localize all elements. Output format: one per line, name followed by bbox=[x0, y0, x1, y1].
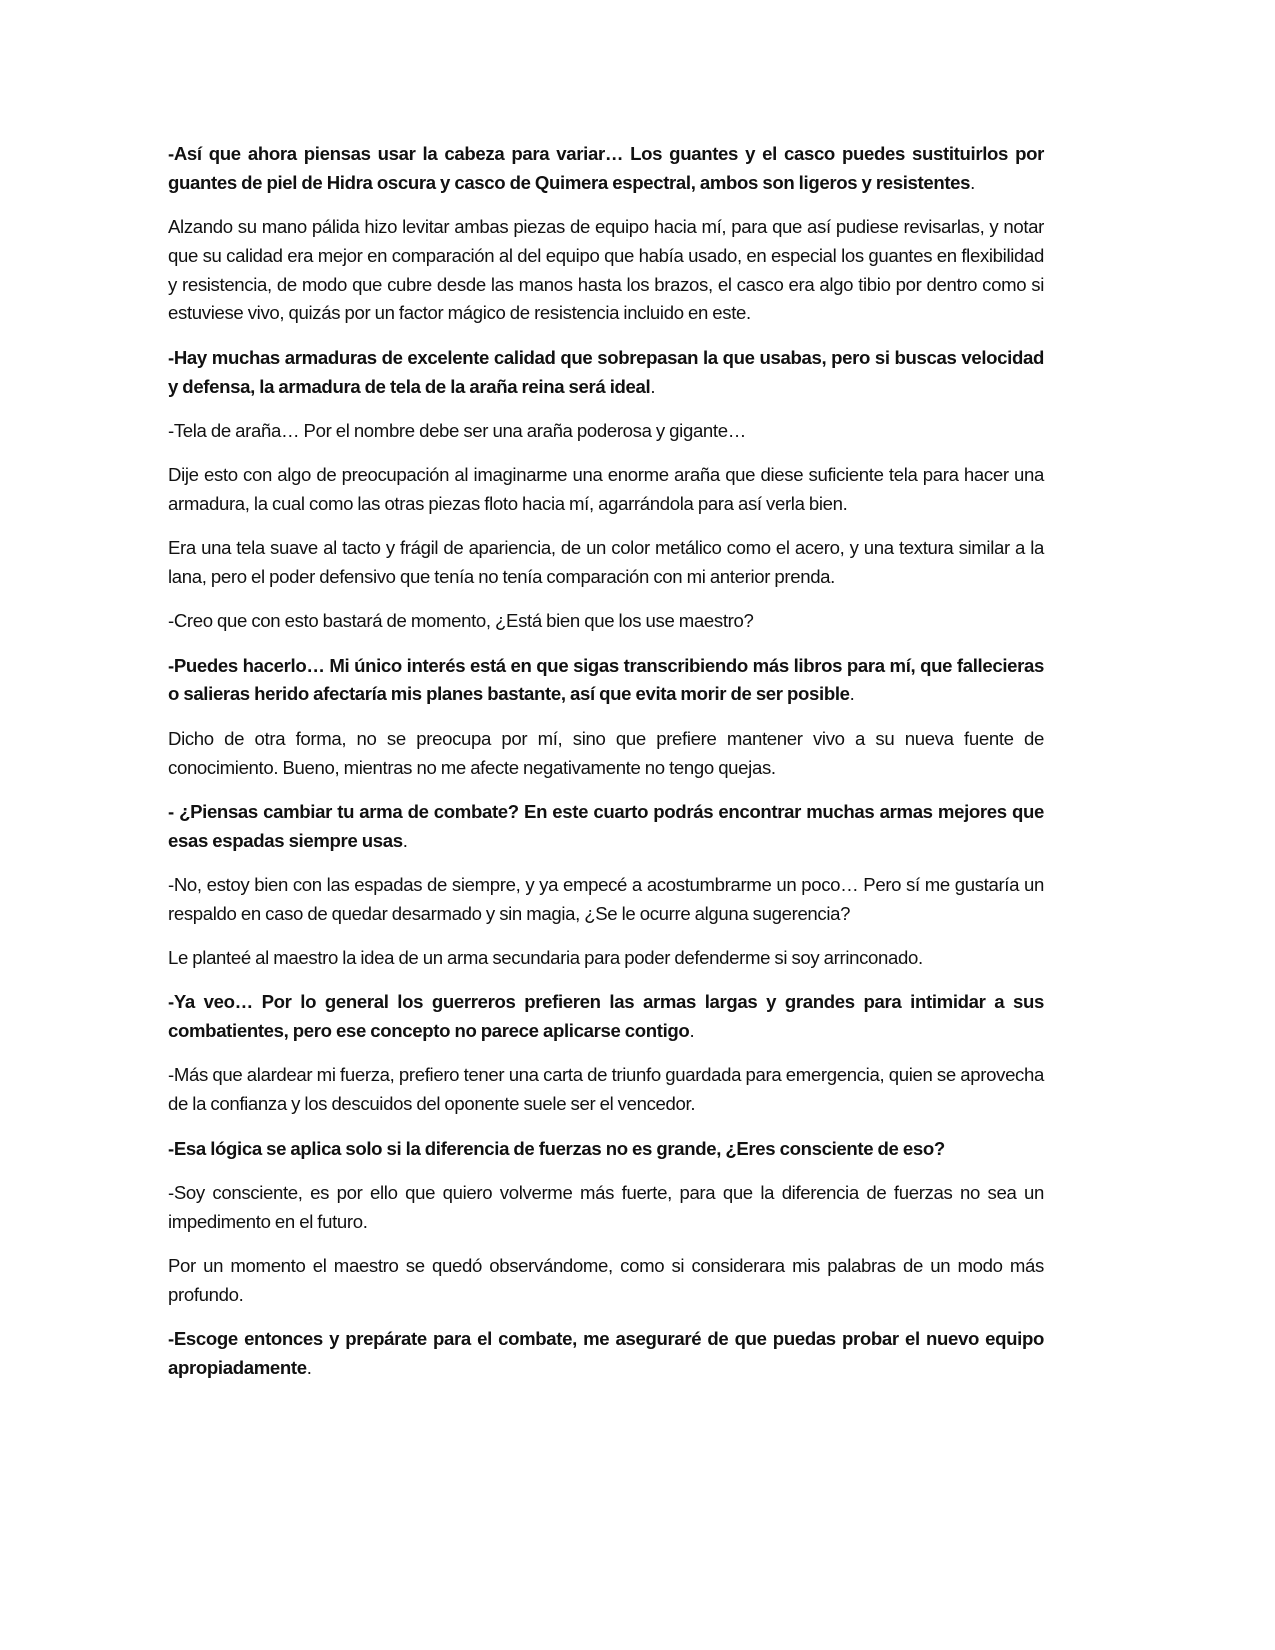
dialogue-paragraph: -No, estoy bien con las espadas de siempre, y ya empecé a acostumbrarme un poco… Pero sí me gustaría un respaldo en caso de quedar desarmado y sin magia, ¿Se le ocurre alguna sugerencia? bbox=[168, 873, 1044, 924]
dialogue-paragraph: -Más que alardear mi fuerza, prefiero tener una carta de triunfo guardada para emergencia, quien se aprovecha de la confianza y los descuidos del oponente suele ser el vencedor. bbox=[168, 1064, 1044, 1115]
punctuation: . bbox=[970, 171, 975, 193]
punctuation: . bbox=[650, 375, 656, 397]
dialogue-master-armor bbox=[168, 344, 1044, 402]
dialogue-paragraph: -Tela de araña… Por el nombre debe ser una araña poderosa y gigante… bbox=[168, 419, 746, 441]
punctuation: . bbox=[402, 829, 408, 851]
document-page bbox=[168, 140, 1044, 1398]
narration-paragraph: Le planteé al maestro la idea de un arma secundaria para poder defenderme si soy arrinconado. bbox=[168, 947, 923, 969]
dialogue-paragraph: -Creo que con esto bastará de momento, ¿Está bien que los use maestro? bbox=[168, 610, 754, 632]
master-speech: - ¿Piensas cambiar tu arma de combate? En este cuarto podrás encontrar muchas armas mejores que esas espadas siempre usas bbox=[168, 800, 1044, 851]
dialogue-paragraph: -Soy consciente, es por ello que quiero volverme más fuerte, para que la diferencia de fuerzas no sea un impedimento en el futuro. bbox=[168, 1181, 1044, 1232]
narration-paragraph: Era una tela suave al tacto y frágil de apariencia, de un color metálico como el acero, y una textura similar a la lana, pero el poder defensivo que tenía no tenía comparación con mi anterior prenda. bbox=[168, 537, 1044, 588]
master-speech: -Hay muchas armaduras de excelente calidad que sobrepasan la que usabas, pero si buscas velocidad y defensa, la armadura de tela de la araña reina será ideal bbox=[168, 346, 1044, 397]
dialogue-master-prepare bbox=[168, 1325, 1044, 1383]
narration-paragraph: Dicho de otra forma, no se preocupa por mí, sino que prefiere mantener vivo a su nueva fuente de conocimiento. Bueno, mientras no me afecte negativamente no tengo quejas. bbox=[168, 727, 1044, 778]
narration-paragraph: Alzando su mano pálida hizo levitar ambas piezas de equipo hacia mí, para que así pudiese revisarlas, y notar que su calidad era mejor en comparación al del equipo que había usado, en especial los guantes en flexibilidad y resistencia, de modo que cubre desde las manos hasta los brazos, el casco era algo tibio por dentro como si estuviese vivo, quizás por un factor mágico de resistencia incluido en este. bbox=[168, 216, 1044, 324]
punctuation: . bbox=[306, 1356, 312, 1378]
master-speech: -Escoge entonces y prepárate para el combate, me aseguraré de que puedas probar el nuevo equipo apropiadamente bbox=[168, 1328, 1044, 1378]
master-speech: -Ya veo… Por lo general los guerreros prefieren las armas largas y grandes para intimidar a sus combatientes, pero ese concepto no parece aplicarse contigo bbox=[168, 991, 1044, 1042]
dialogue-master-warriors bbox=[168, 988, 1044, 1046]
punctuation: . bbox=[849, 683, 855, 705]
master-speech: -Así que ahora piensas usar la cabeza para variar… Los guantes y el casco puedes sustituirlos por guantes de piel de Hidra oscura y casco de Quimera espectral, ambos son ligeros y resistentes bbox=[168, 143, 1044, 193]
dialogue-master-logic bbox=[168, 1135, 1044, 1164]
dialogue-master-helmet-gloves bbox=[168, 140, 1044, 198]
master-speech: -Puedes hacerlo… Mi único interés está en que sigas transcribiendo más libros para mí, que fallecieras o salieras herido afectaría mis planes bastante, así que evita morir de ser posible bbox=[168, 654, 1044, 705]
narration-paragraph: Dije esto con algo de preocupación al imaginarme una enorme araña que diese suficiente tela para hacer una armadura, la cual como las otras piezas floto hacia mí, agarrándola para así verla bien. bbox=[168, 464, 1044, 514]
narration-paragraph: Por un momento el maestro se quedó observándome, como si considerara mis palabras de un modo más profundo. bbox=[168, 1254, 1044, 1305]
dialogue-master-weapon bbox=[168, 798, 1044, 856]
dialogue-master-permission bbox=[168, 652, 1044, 710]
punctuation: . bbox=[689, 1020, 695, 1042]
master-speech: -Esa lógica se aplica solo si la diferencia de fuerzas no es grande, ¿Eres consciente de eso? bbox=[168, 1137, 945, 1159]
